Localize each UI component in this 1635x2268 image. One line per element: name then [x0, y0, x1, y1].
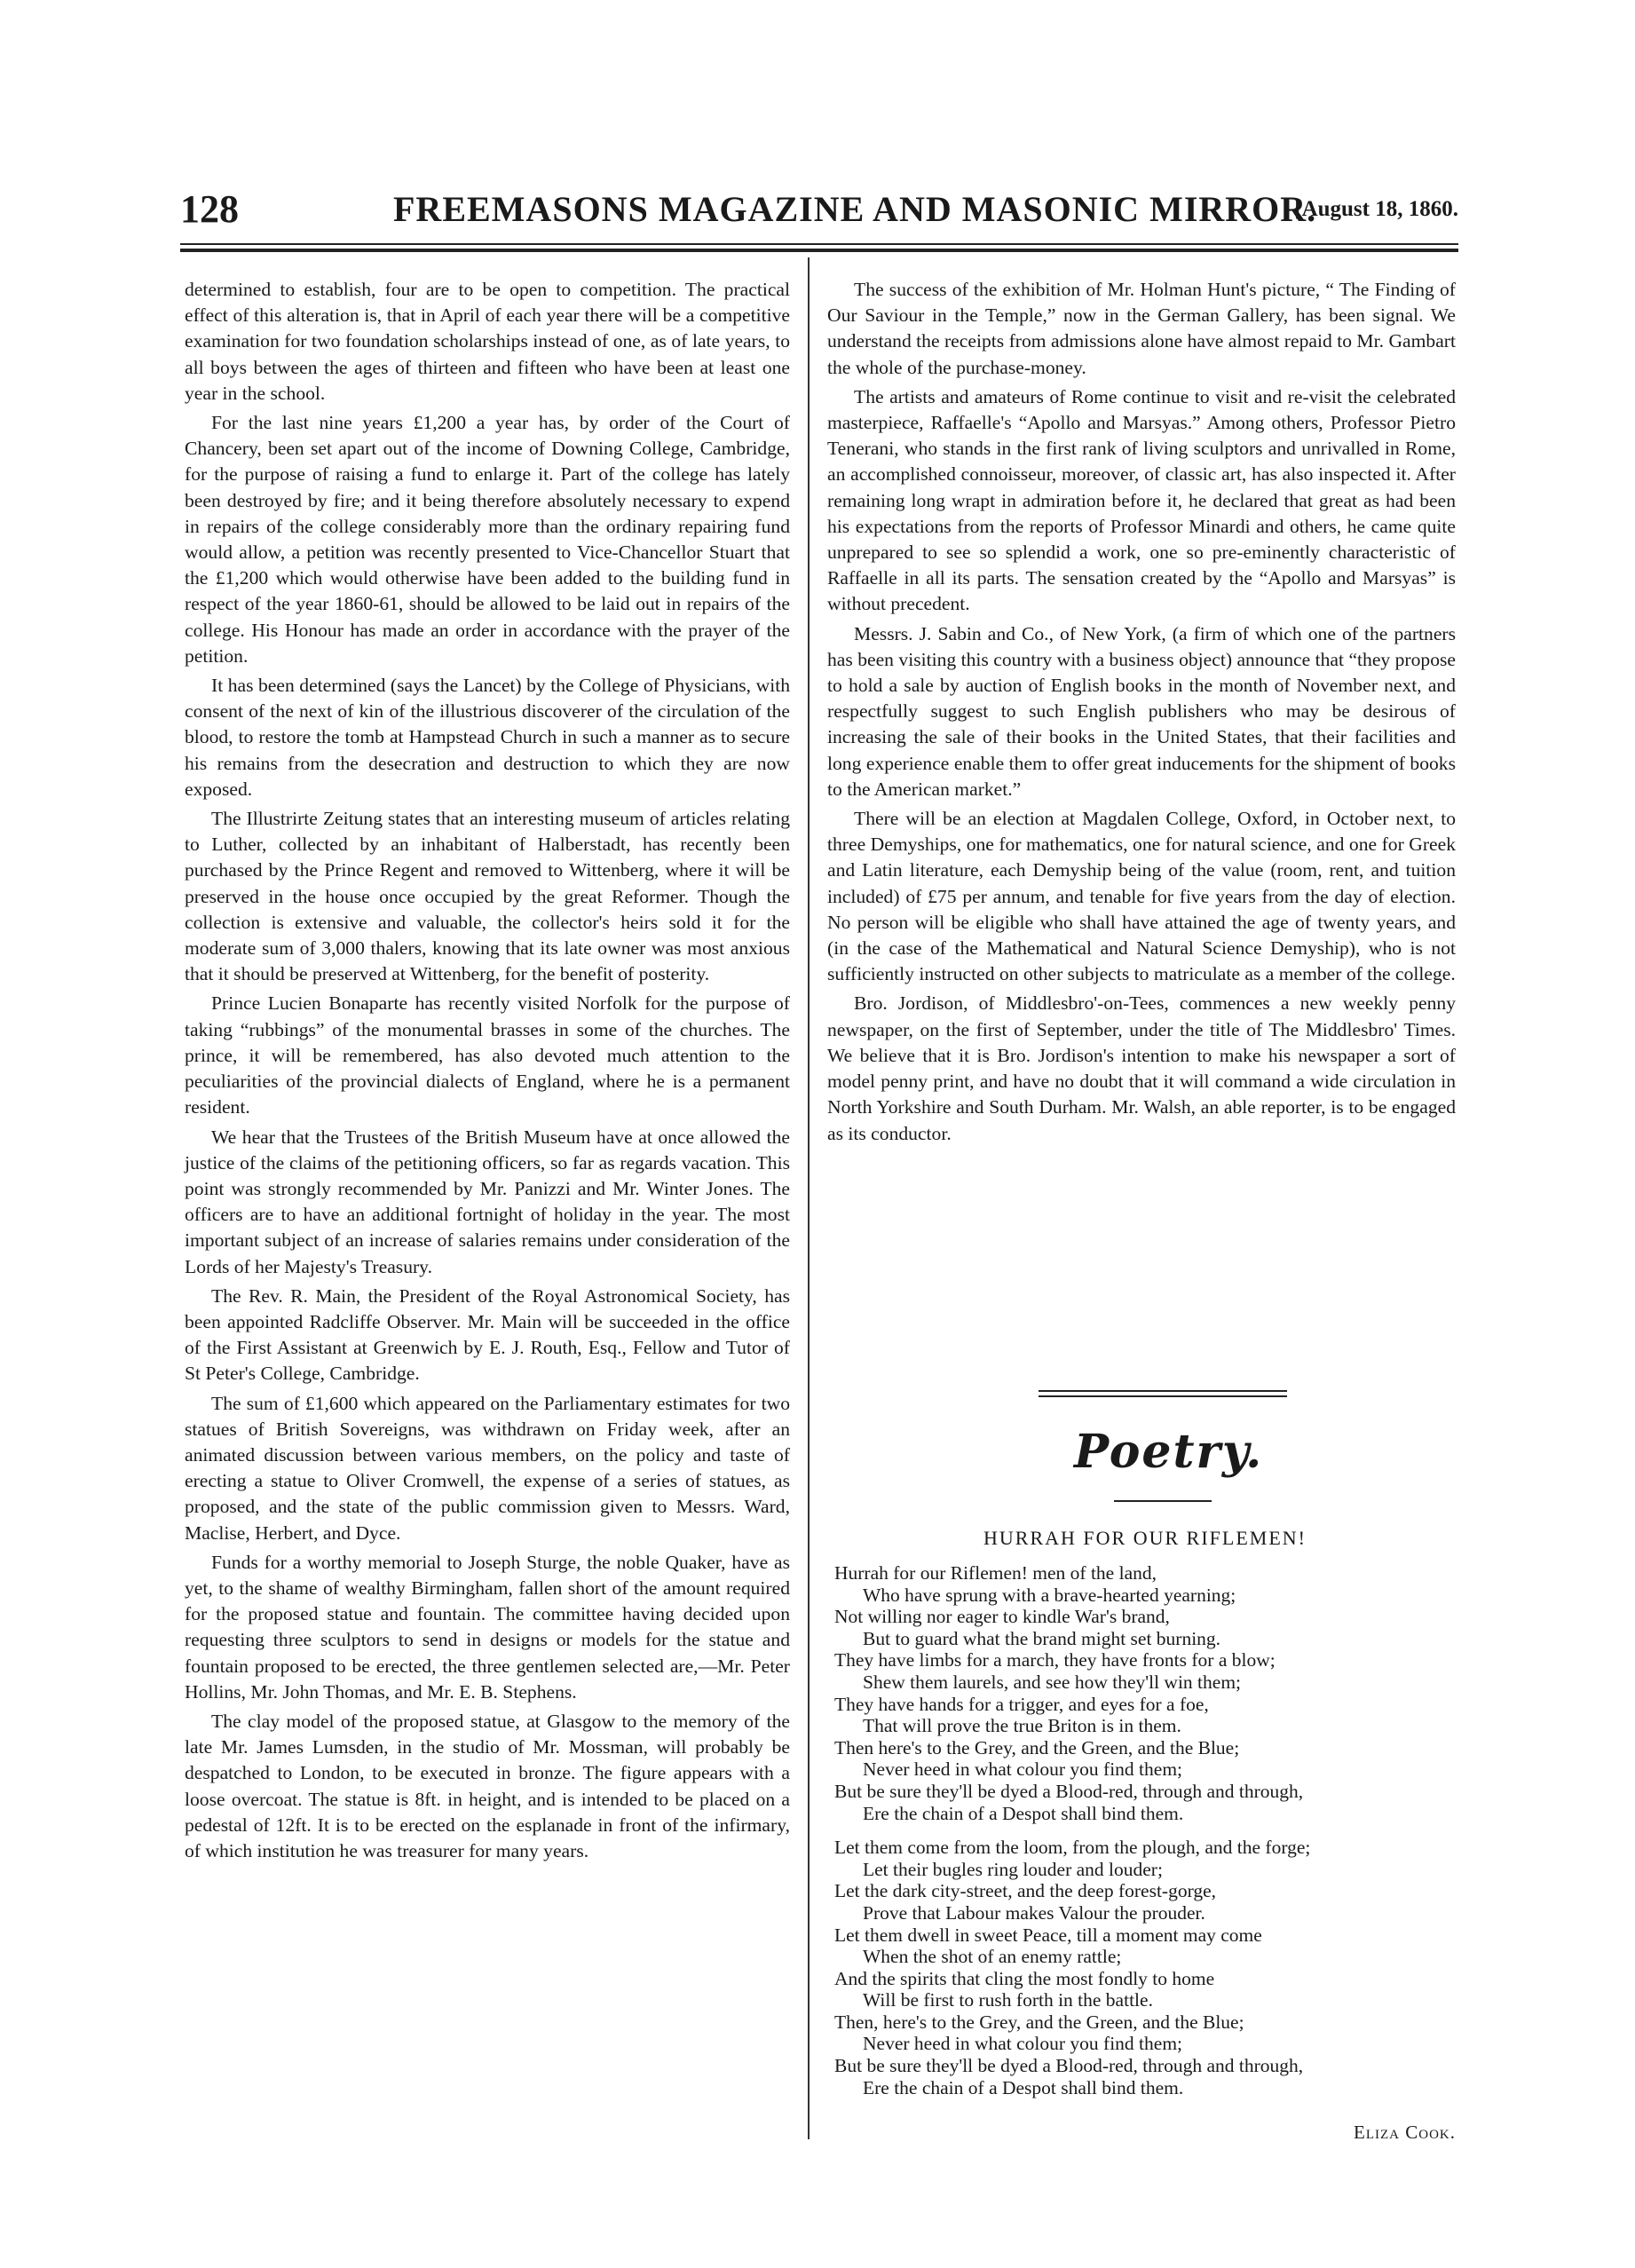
poetry-rule-top [1039, 1390, 1287, 1392]
article-paragraph: Bro. Jordison, of Middlesbro'-on-Tees, commences a new weekly penny newspaper, on the first of September, under the title of The Middlesbro' Times. We believe that it is Bro. Jordison's intention to make his newspaper a sort of model penny print, and have no doubt that it will command a wide circulation in North Yorkshire and South Durham. Mr. Walsh, an able reporter, is to be engaged as its conductor. [827, 992, 1456, 1144]
poem-line: Then here's to the Grey, and the Green, and the Blue; [834, 1736, 1240, 1758]
article-paragraph: The clay model of the proposed statue, at Glasgow to the memory of the late Mr. James Lumsden, in the studio of Mr. Mossman, will probably be despatched to London, to be executed in bronze. The figure appears with a loose overcoat. The statue is 8ft. in height, and is intended to be placed on a pedestal of 12ft. It is to be erected on the esplanade in front of the infirmary, of which institution he was treasurer for many years. [185, 1710, 790, 1861]
poem-line: Ere the chain of a Despot shall bind them. [863, 2076, 1184, 2098]
header-rule-top [180, 243, 1458, 245]
poetry-rule-top-2 [1039, 1395, 1287, 1397]
poem-line: Let them dwell in sweet Peace, till a moment may come [834, 1924, 1262, 1946]
poem-title: HURRAH FOR OUR RIFLEMEN! [983, 1527, 1307, 1549]
poem-line: Let them come from the loom, from the plough, and the forge; [834, 1837, 1311, 1859]
page-header [180, 186, 1458, 240]
article-paragraph: The artists and amateurs of Rome continue to visit and re-visit the celebrated masterpiece, Raffaelle's “Apollo and Marsyas.” Among others, Professor Pietro Tenerani, who stands in the first rank of living sculptors and unrivalled in Rome, an accomplished connoisseur, moreover, of classic art, has also inspected it. After remaining long wrapt in admiration before it, he declared that great as had been his expectations from the reports of Professor Minardi and others, he came quite unprepared to see so splendid a work, one so pre-eminently characteristic of Raffaelle in all its parts. The sensation created by the “Apollo and Marsyas” is without precedent. [827, 385, 1456, 615]
poem-line: But be sure they'll be dyed a Blood-red, through and through, [834, 2055, 1304, 2077]
poem-line: Will be first to rush forth in the battle. [863, 1989, 1153, 2011]
page-number: 128 [180, 187, 239, 231]
poem-line: But to guard what the brand might set burning. [863, 1627, 1221, 1649]
issue-date: [August 18, 1860. [1294, 197, 1458, 221]
article-paragraph: The sum of £1,600 which appeared on the Parliamentary estimates for two statues of British Sovereigns, was withdrawn on Friday week, after an animated discussion between various members, on the policy and taste of erecting a statue to Oliver Cromwell, the expense of a series of statues, as proposed, and the state of the public commission given to Messrs. Ward, Maclise, Herbert, and Dyce. [185, 1392, 790, 1544]
article-paragraph: It has been determined (says the Lancet) by the College of Physicians, with consent of the next of kin of the illustrious discoverer of the circulation of the blood, to restore the tomb at Hampstead Church in such a manner as to secure his remains from the desecration and destruction to which they are now exposed. [185, 675, 790, 800]
poem-line: Who have sprung with a brave-hearted yearning; [863, 1584, 1236, 1606]
poem-line: Shew them laurels, and see how they'll win them; [863, 1671, 1242, 1693]
poem-line: Prove that Labour makes Valour the prouder. [863, 1901, 1205, 1924]
article-paragraph: Funds for a worthy memorial to Joseph Sturge, the noble Quaker, have as yet, to the shame of wealthy Birmingham, fallen short of the amount required for the proposed statue and fountain. The committee having decided upon requesting three sculptors to send in designs or models for the statue and fountain proposed to be erected, the three gentlemen selected are,—Mr. Peter Hollins, Mr. John Thomas, and Mr. E. B. Stephens. [185, 1551, 790, 1703]
poem-line: Let their bugles ring louder and louder; [863, 1858, 1163, 1880]
poem-stanza-1 [834, 1562, 1456, 1824]
poem-line: They have hands for a trigger, and eyes for a foe, [834, 1693, 1209, 1715]
right-column [827, 277, 1456, 1150]
masthead-title: FREEMASONS MAGAZINE AND MASONIC MIRROR. [393, 189, 1317, 229]
poem-line: Hurrah for our Riflemen! men of the land, [834, 1562, 1157, 1584]
article-paragraph: Messrs. J. Sabin and Co., of New York, (a firm of which one of the partners has been visiting this country with a business object) announce that “they propose to hold a sale by auction of English books in the month of November next, and respectfully suggest to such English publishers who may be desirous of increasing the sale of their books in the United States, that their facilities and long experience enable them to offer great inducements for the shipment of books to the American market.” [827, 622, 1456, 800]
article-paragraph: For the last nine years £1,200 a year has, by order of the Court of Chancery, been set apart out of the income of Downing College, Cambridge, for the purpose of raising a fund to enlarge it. Part of the college has lately been destroyed by fire; and it being therefore absolutely necessary to expend in repairs of the college considerably more than the ordinary repairing fund would allow, a petition was recently presented to Vice-Chancellor Stuart that the £1,200 which would otherwise have been added to the building fund in respect of the year 1860-61, should be allowed to be laid out in repairs of the college. His Honour has made an order in accordance with the prayer of the petition. [185, 412, 790, 667]
article-paragraph: Prince Lucien Bonaparte has recently visited Norfolk for the purpose of taking “rubbings” of the monumental brasses in some of the churches. The prince, it will be remembered, has also devoted much attention to the peculiarities of the provincial dialects of England, where he is a permanent resident. [185, 992, 790, 1118]
poem-line: That will prove the true Briton is in them. [863, 1715, 1181, 1737]
poem-line: But be sure they'll be dyed a Blood-red, through and through, [834, 1780, 1304, 1802]
poem-line: And the spirits that cling the most fondly to home [834, 1967, 1215, 1989]
poetry-section-heading: Poetry. [1074, 1425, 1264, 1479]
article-paragraph: The success of the exhibition of Mr. Holman Hunt's picture, “ The Finding of Our Saviour in the Temple,” now in the German Gallery, has been signal. We understand the receipts from admissions alone have almost repaid to Mr. Gambart the whole of the purchase-money. [827, 279, 1456, 378]
header-rule-bottom [180, 249, 1458, 252]
poem-line: Let the dark city-street, and the deep forest-gorge, [834, 1880, 1217, 1902]
poem-line: They have limbs for a march, they have fronts for a blow; [834, 1649, 1276, 1671]
poem-body [834, 1562, 1456, 2111]
poem-line: Never heed in what colour you find them; [863, 2033, 1183, 2055]
article-paragraph: The Rev. R. Main, the President of the Royal Astronomical Society, has been appointed Radcliffe Observer. Mr. Main will be succeeded in the office of the First Assistant at Greenwich by E. J. Routh, Esq., Fellow and Tutor of St Peter's College, Cambridge. [185, 1284, 790, 1385]
poem-line: Ere the chain of a Despot shall bind them. [863, 1802, 1184, 1824]
poem-line: Not willing nor eager to kindle War's brand, [834, 1606, 1170, 1628]
article-paragraph: determined to establish, four are to be open to competition. The practical effect of this alteration is, that in April of each year there will be a competitive examination for two foundation scholarships instead of one, as of late years, to all boys between the ages of thirteen and fifteen who have been at least one year in the school. [185, 279, 790, 404]
poem-line: Never heed in what colour you find them; [863, 1758, 1183, 1781]
column-divider [808, 257, 810, 2139]
left-column [185, 277, 790, 1868]
poetry-rule-under-heading [1114, 1500, 1212, 1502]
article-paragraph: The Illustrirte Zeitung states that an interesting museum of articles relating to Luther, collected by an inhabitant of Halberstadt, has recently been purchased by the Prince Regent and removed to Wittenberg, where it will be preserved in the house once occupied by the great Reformer. Though the collection is extensive and valuable, the collector's heirs sold it for the moderate sum of 3,000 thalers, knowing that its late owner was most anxious that it should be preserved at Wittenberg, for the benefit of posterity. [185, 808, 790, 985]
poem-line: Then, here's to the Grey, and the Green, and the Blue; [834, 2011, 1244, 2033]
article-paragraph: There will be an election at Magdalen College, Oxford, in October next, to three Demyships, one for mathematics, one for natural science, and one for Greek and Latin literature, each Demyship being of the value (room, rent, and tuition included) of £75 per annum, and tenable for five years from the day of election. No person will be eligible who shall have attained the age of twenty years, and (in the case of the Mathematical and Natural Science Demyship), who is not sufficiently instructed on other subjects to matriculate as a member of the college. [827, 808, 1456, 985]
poem-line: When the shot of an enemy rattle; [863, 1946, 1122, 1968]
article-paragraph: We hear that the Trustees of the British Museum have at once allowed the justice of the claims of the petitioning officers, so far as regards vacation. This point was strongly recommended by Mr. Panizzi and Mr. Winter Jones. The officers are to have an additional fortnight of holiday in the year. The most important subject of an increase of salaries remains under consideration of the Lords of her Majesty's Treasury. [185, 1126, 790, 1277]
poem-stanza-2 [834, 1837, 1456, 2098]
poem-author: Eliza Cook. [1354, 2122, 1456, 2143]
